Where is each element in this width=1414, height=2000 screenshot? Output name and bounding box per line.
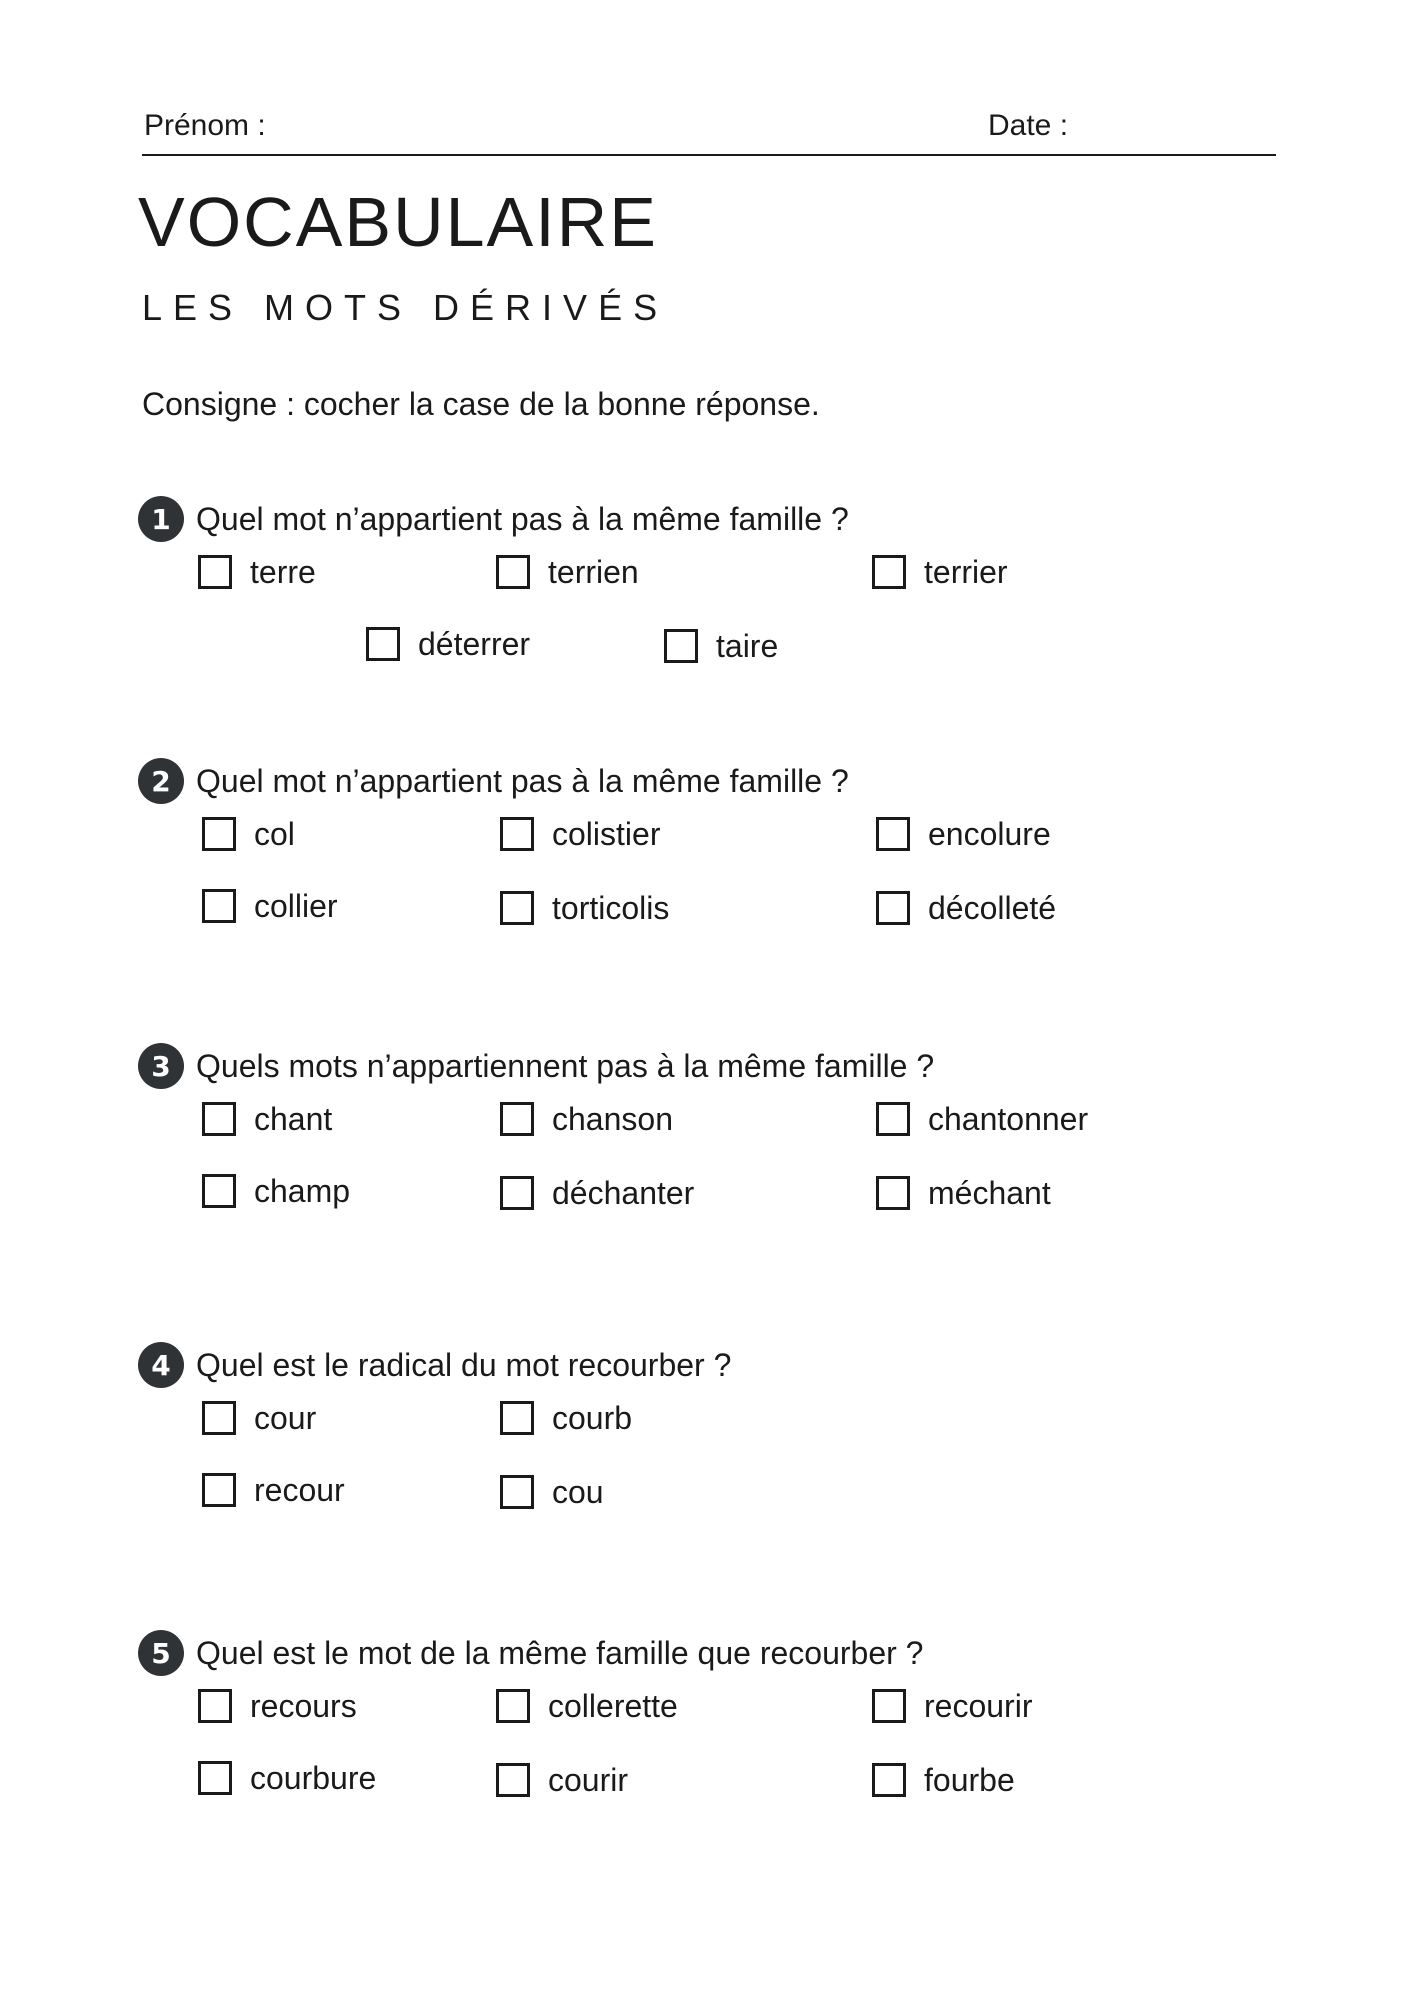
option-encolure[interactable] [876, 812, 1051, 856]
name-date-header [142, 106, 1276, 156]
checkbox[interactable] [500, 1102, 534, 1136]
option-label: champ [254, 1173, 351, 1209]
question-number-badge: 3 [138, 1043, 184, 1089]
option-label: déterrer [418, 626, 531, 662]
option-colistier[interactable] [500, 812, 660, 856]
option-label: col [254, 816, 295, 852]
option-fourbe[interactable] [872, 1758, 1015, 1802]
prenom-label: Prénom : [144, 109, 266, 142]
question-text: Quel mot n’appartient pas à la même famille ? [196, 763, 849, 799]
page-title: VOCABULAIRE [138, 183, 658, 261]
option-label: chanson [552, 1101, 673, 1137]
option-chant[interactable] [202, 1097, 332, 1141]
option-mechant[interactable] [876, 1171, 1051, 1215]
option-label: cou [552, 1474, 604, 1510]
checkbox[interactable] [202, 817, 236, 851]
option-torticolis[interactable] [500, 886, 669, 930]
checkbox[interactable] [664, 629, 698, 663]
date-label: Date : [988, 109, 1069, 142]
question-text: Quel est le radical du mot recourber ? [196, 1347, 732, 1383]
checkbox[interactable] [872, 555, 906, 589]
option-label: recour [254, 1472, 345, 1508]
option-champ[interactable] [202, 1169, 350, 1213]
option-deterrer[interactable] [366, 622, 530, 666]
checkbox[interactable] [500, 1475, 534, 1509]
option-label: encolure [928, 816, 1051, 852]
option-label: courir [548, 1762, 629, 1798]
option-collerette[interactable] [496, 1684, 678, 1728]
option-decollete[interactable] [876, 886, 1056, 930]
option-label: collier [254, 888, 338, 924]
checkbox[interactable] [198, 555, 232, 589]
checkbox[interactable] [876, 1102, 910, 1136]
option-label: fourbe [924, 1762, 1015, 1798]
option-label: terrier [924, 554, 1008, 590]
option-taire[interactable] [664, 624, 778, 668]
option-recourir[interactable] [872, 1684, 1032, 1728]
question-header [138, 1628, 923, 1678]
checkbox[interactable] [500, 1401, 534, 1435]
option-label: terre [250, 554, 316, 590]
checkbox[interactable] [202, 1102, 236, 1136]
checkbox[interactable] [872, 1763, 906, 1797]
checkbox[interactable] [500, 817, 534, 851]
option-terrien[interactable] [496, 550, 639, 594]
question-text: Quel est le mot de la même famille que recourber ? [196, 1635, 924, 1671]
option-label: collerette [548, 1688, 678, 1724]
checkbox[interactable] [500, 1176, 534, 1210]
checkbox[interactable] [202, 1401, 236, 1435]
question-number-badge: 2 [138, 758, 184, 804]
option-label: recourir [924, 1688, 1033, 1724]
checkbox[interactable] [202, 1473, 236, 1507]
option-dechanter[interactable] [500, 1171, 694, 1215]
option-label: terrien [548, 554, 639, 590]
option-chanson[interactable] [500, 1097, 673, 1141]
option-cour[interactable] [202, 1396, 316, 1440]
question-header [138, 756, 849, 806]
checkbox[interactable] [202, 889, 236, 923]
option-label: taire [716, 628, 779, 664]
option-terrier[interactable] [872, 550, 1008, 594]
checkbox[interactable] [876, 891, 910, 925]
option-col[interactable] [202, 812, 295, 856]
question-number-badge: 5 [138, 1630, 184, 1676]
option-cou[interactable] [500, 1470, 604, 1514]
option-courb[interactable] [500, 1396, 632, 1440]
question-header [138, 1340, 731, 1390]
option-recours[interactable] [198, 1684, 357, 1728]
question-text: Quels mots n’appartiennent pas à la même famille ? [196, 1048, 935, 1084]
checkbox[interactable] [872, 1689, 906, 1723]
instruction-text: Consigne : cocher la case de la bonne réponse. [142, 386, 820, 422]
option-label: décolleté [928, 890, 1057, 926]
option-label: cour [254, 1400, 317, 1436]
option-recour[interactable] [202, 1468, 345, 1512]
option-label: torticolis [552, 890, 670, 926]
checkbox[interactable] [198, 1689, 232, 1723]
question-number-badge: 4 [138, 1342, 184, 1388]
option-label: courb [552, 1400, 633, 1436]
checkbox[interactable] [496, 1689, 530, 1723]
question-header [138, 494, 849, 544]
option-terre[interactable] [198, 550, 316, 594]
option-label: colistier [552, 816, 661, 852]
checkbox[interactable] [876, 1176, 910, 1210]
checkbox[interactable] [496, 1763, 530, 1797]
question-header [138, 1041, 934, 1091]
option-collier[interactable] [202, 884, 338, 928]
checkbox[interactable] [198, 1761, 232, 1795]
option-label: chant [254, 1101, 333, 1137]
checkbox[interactable] [202, 1174, 236, 1208]
option-courir[interactable] [496, 1758, 628, 1802]
checkbox[interactable] [500, 891, 534, 925]
option-label: courbure [250, 1760, 377, 1796]
option-chantonner[interactable] [876, 1097, 1088, 1141]
option-label: chantonner [928, 1101, 1089, 1137]
option-label: déchanter [552, 1175, 695, 1211]
question-number-badge: 1 [138, 496, 184, 542]
checkbox[interactable] [496, 555, 530, 589]
option-courbure[interactable] [198, 1756, 376, 1800]
checkbox[interactable] [876, 817, 910, 851]
option-label: recours [250, 1688, 357, 1724]
page-subtitle: LES MOTS DÉRIVÉS [142, 287, 669, 328]
question-text: Quel mot n’appartient pas à la même famille ? [196, 501, 849, 537]
checkbox[interactable] [366, 627, 400, 661]
option-label: méchant [928, 1175, 1051, 1211]
